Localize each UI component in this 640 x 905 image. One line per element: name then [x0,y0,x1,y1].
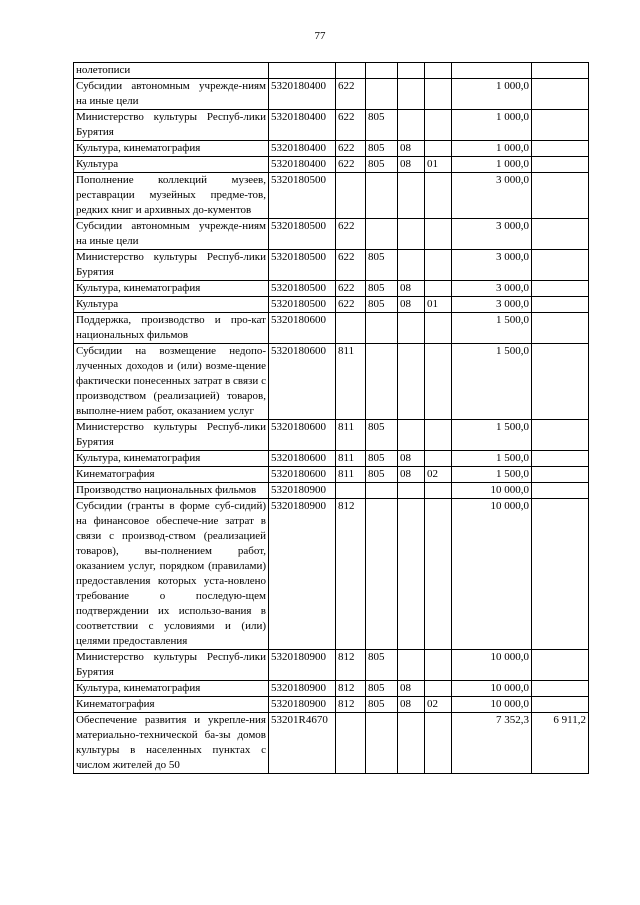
section-cell [398,110,425,141]
row-name-cell: Культура, кинематография [74,281,269,297]
target-article-cell: 5320180900 [269,499,336,650]
subsection-cell: 01 [425,157,452,173]
table-row [74,157,589,173]
subsection-cell [425,63,452,79]
row-name-cell: Субсидии на возмещение недопо-лученных доходов и (или) возме-щение фактически понесенных затрат в связи с производством (реализацией) товаров, выполне-нием работ, оказанием услуг [74,344,269,420]
subsection-cell [425,483,452,499]
department-code-cell: 805 [366,250,398,281]
target-article-cell: 5320180600 [269,313,336,344]
subsection-cell [425,281,452,297]
amount-second-cell [532,681,589,697]
section-cell: 08 [398,157,425,173]
department-code-cell [366,499,398,650]
section-cell [398,713,425,774]
amount-cell: 10 000,0 [452,681,532,697]
row-name-cell: Министерство культуры Респуб-лики Бурятия [74,650,269,681]
subsection-cell [425,420,452,451]
amount-cell: 10 000,0 [452,499,532,650]
amount-second-cell [532,250,589,281]
subsection-cell [425,250,452,281]
subsection-cell [425,141,452,157]
target-article-cell [269,63,336,79]
amount-cell: 3 000,0 [452,219,532,250]
table-row [74,63,589,79]
amount-cell: 7 352,3 [452,713,532,774]
row-name-cell: Министерство культуры Респуб-лики Бурятия [74,250,269,281]
section-cell [398,420,425,451]
row-name-cell: Культура [74,297,269,313]
expense-type-cell: 812 [336,650,366,681]
amount-cell: 3 000,0 [452,250,532,281]
table-row [74,467,589,483]
section-cell: 08 [398,297,425,313]
table-row [74,344,589,420]
expense-type-cell: 622 [336,110,366,141]
amount-second-cell [532,420,589,451]
expense-type-cell: 622 [336,157,366,173]
expense-type-cell: 622 [336,79,366,110]
table-row [74,697,589,713]
amount-cell: 1 500,0 [452,420,532,451]
target-article-cell: 5320180400 [269,157,336,173]
expense-type-cell: 811 [336,420,366,451]
target-article-cell: 53201R4670 [269,713,336,774]
expense-type-cell: 811 [336,467,366,483]
row-name-cell: Субсидии автономным учрежде-ниям на иные цели [74,219,269,250]
amount-cell: 10 000,0 [452,650,532,681]
row-name-cell: Пополнение коллекций музеев, реставрации музейных предме-тов, редких книг и архивных до-кументов [74,173,269,219]
section-cell: 08 [398,451,425,467]
amount-cell: 1 500,0 [452,451,532,467]
section-cell [398,79,425,110]
amount-cell: 1 000,0 [452,79,532,110]
row-name-cell: Культура [74,157,269,173]
department-code-cell: 805 [366,110,398,141]
target-article-cell: 5320180400 [269,141,336,157]
section-cell [398,313,425,344]
department-code-cell [366,173,398,219]
subsection-cell [425,344,452,420]
subsection-cell [425,650,452,681]
row-name-cell: Культура, кинематография [74,681,269,697]
target-article-cell: 5320180500 [269,173,336,219]
table-row [74,250,589,281]
amount-second-cell [532,467,589,483]
expense-type-cell: 622 [336,250,366,281]
expense-type-cell [336,173,366,219]
expense-type-cell: 622 [336,219,366,250]
row-name-cell: Культура, кинематография [74,451,269,467]
expense-type-cell [336,63,366,79]
target-article-cell: 5320180900 [269,697,336,713]
amount-cell: 3 000,0 [452,297,532,313]
department-code-cell: 805 [366,157,398,173]
amount-cell [452,63,532,79]
table-row [74,420,589,451]
department-code-cell [366,483,398,499]
amount-second-cell [532,63,589,79]
section-cell: 08 [398,141,425,157]
expense-type-cell: 622 [336,141,366,157]
expense-type-cell: 622 [336,297,366,313]
section-cell [398,499,425,650]
department-code-cell [366,713,398,774]
subsection-cell [425,219,452,250]
amount-second-cell [532,451,589,467]
amount-second-cell [532,79,589,110]
amount-cell: 1 000,0 [452,141,532,157]
department-code-cell [366,344,398,420]
subsection-cell: 02 [425,467,452,483]
table-row [74,313,589,344]
row-name-cell: Министерство культуры Респуб-лики Бурятия [74,110,269,141]
table-row [74,681,589,697]
subsection-cell: 02 [425,697,452,713]
row-name-cell: Субсидии автономным учрежде-ниям на иные цели [74,79,269,110]
target-article-cell: 5320180600 [269,420,336,451]
department-code-cell: 805 [366,681,398,697]
section-cell: 08 [398,681,425,697]
table-row [74,499,589,650]
subsection-cell [425,713,452,774]
section-cell: 08 [398,281,425,297]
amount-second-cell [532,650,589,681]
department-code-cell [366,79,398,110]
section-cell [398,219,425,250]
target-article-cell: 5320180500 [269,297,336,313]
amount-second-cell [532,219,589,250]
row-name-cell: Министерство культуры Респуб-лики Бурятия [74,420,269,451]
section-cell [398,650,425,681]
department-code-cell [366,63,398,79]
amount-second-cell [532,344,589,420]
target-article-cell: 5320180600 [269,344,336,420]
amount-second-cell [532,499,589,650]
expense-type-cell: 812 [336,499,366,650]
row-name-cell: Субсидии (гранты в форме суб-сидий) на финансовое обеспече-ние затрат в связи с производ-ством (реализацией товаров), вы-полнением работ, оказанием услуг, порядком (правилами) предоставления которых уста-новлено требование о последую-щем подтверждении их использо-вания в соответствии с условиями и (или) целями предоставления [74,499,269,650]
amount-cell: 1 500,0 [452,467,532,483]
expense-type-cell: 812 [336,697,366,713]
amount-second-cell: 6 911,2 [532,713,589,774]
subsection-cell [425,79,452,110]
table-row [74,219,589,250]
expense-type-cell [336,483,366,499]
expense-type-cell: 811 [336,451,366,467]
section-cell [398,483,425,499]
budget-table [73,62,589,774]
target-article-cell: 5320180900 [269,483,336,499]
amount-cell: 10 000,0 [452,697,532,713]
department-code-cell [366,219,398,250]
section-cell [398,250,425,281]
target-article-cell: 5320180500 [269,281,336,297]
amount-cell: 3 000,0 [452,281,532,297]
row-name-cell: Культура, кинематография [74,141,269,157]
department-code-cell: 805 [366,297,398,313]
table-row [74,79,589,110]
table-row [74,173,589,219]
row-name-cell: Кинематография [74,467,269,483]
section-cell [398,173,425,219]
expense-type-cell: 812 [336,681,366,697]
row-name-cell: Кинематография [74,697,269,713]
amount-second-cell [532,281,589,297]
target-article-cell: 5320180400 [269,79,336,110]
target-article-cell: 5320180500 [269,250,336,281]
target-article-cell: 5320180900 [269,681,336,697]
subsection-cell [425,681,452,697]
table-row [74,281,589,297]
table-row [74,141,589,157]
target-article-cell: 5320180900 [269,650,336,681]
table-row [74,110,589,141]
amount-cell: 1 500,0 [452,313,532,344]
amount-second-cell [532,157,589,173]
section-cell: 08 [398,467,425,483]
row-name-cell: нолетописи [74,63,269,79]
subsection-cell: 01 [425,297,452,313]
subsection-cell [425,451,452,467]
target-article-cell: 5320180600 [269,467,336,483]
amount-cell: 1 500,0 [452,344,532,420]
amount-cell: 10 000,0 [452,483,532,499]
department-code-cell: 805 [366,451,398,467]
expense-type-cell: 811 [336,344,366,420]
row-name-cell: Производство национальных фильмов [74,483,269,499]
page-number: 77 [314,30,326,42]
amount-cell: 1 000,0 [452,157,532,173]
amount-second-cell [532,141,589,157]
subsection-cell [425,313,452,344]
department-code-cell: 805 [366,281,398,297]
subsection-cell [425,499,452,650]
expense-type-cell [336,713,366,774]
amount-cell: 1 000,0 [452,110,532,141]
section-cell [398,344,425,420]
subsection-cell [425,110,452,141]
department-code-cell: 805 [366,141,398,157]
target-article-cell: 5320180500 [269,219,336,250]
expense-type-cell [336,313,366,344]
target-article-cell: 5320180600 [269,451,336,467]
amount-cell: 3 000,0 [452,173,532,219]
table-row [74,483,589,499]
department-code-cell [366,313,398,344]
amount-second-cell [532,297,589,313]
department-code-cell: 805 [366,650,398,681]
department-code-cell: 805 [366,467,398,483]
amount-second-cell [532,697,589,713]
table-row [74,650,589,681]
section-cell: 08 [398,697,425,713]
target-article-cell: 5320180400 [269,110,336,141]
amount-second-cell [532,483,589,499]
section-cell [398,63,425,79]
subsection-cell [425,173,452,219]
amount-second-cell [532,173,589,219]
expense-type-cell: 622 [336,281,366,297]
row-name-cell: Поддержка, производство и про-кат национальных фильмов [74,313,269,344]
table-row [74,297,589,313]
table-row [74,713,589,774]
amount-second-cell [532,313,589,344]
department-code-cell: 805 [366,420,398,451]
amount-second-cell [532,110,589,141]
row-name-cell: Обеспечение развития и укрепле-ния материально-технической ба-зы домов культуры в населенных пунктах с числом жителей до 50 [74,713,269,774]
table-row [74,451,589,467]
department-code-cell: 805 [366,697,398,713]
